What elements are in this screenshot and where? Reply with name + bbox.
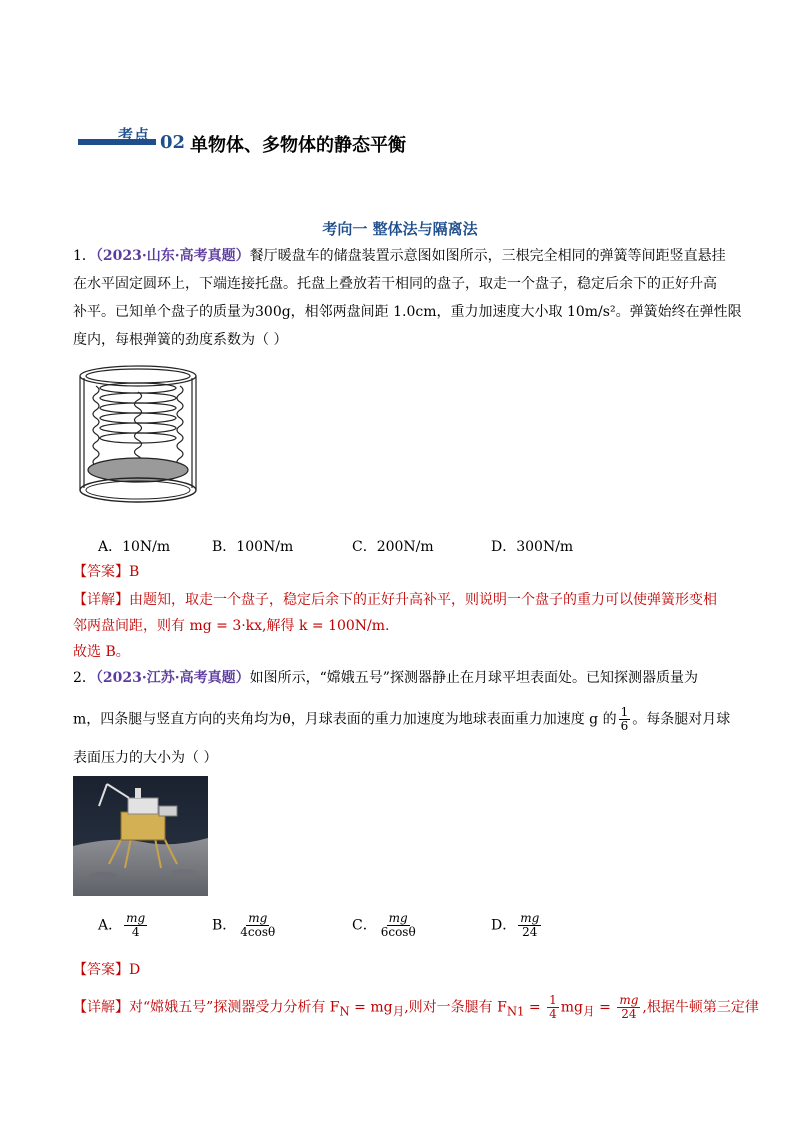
q2-option-a[interactable]: A． $\frac{mg}{4}$ — [98, 911, 146, 939]
q2-option-a-fraction: $\frac{mg}{4}$ — [126, 911, 146, 939]
header-tag: 考点 — [118, 126, 151, 144]
q2-detail-fraction-mg24: $\frac{mg}{24}$ — [619, 993, 639, 1021]
q1-source: （2023·山东·高考真题） — [95, 248, 250, 264]
q1-answer: 【答案】B — [73, 564, 140, 580]
header-number: 02 — [160, 132, 186, 153]
q2-answer: 【答案】D — [73, 962, 141, 978]
q1-detail-line2: 邻两盘间距，则有 mg = 3·kx,解得 k = 100N/m. — [73, 618, 390, 634]
q1-line2: 在水平固定圆环上，下端连接托盘。托盘上叠放若干相同的盘子，取走一个盘子，稳定后余下的正好升高 — [73, 276, 717, 292]
q2-detail-fraction-quarter: $\frac{1}{4}$ — [549, 993, 557, 1021]
q1-option-d[interactable]: D．300N/m — [491, 539, 574, 555]
q2-option-d[interactable]: D． $\frac{mg}{24}$ — [491, 911, 540, 939]
lunar-lander-photo — [73, 776, 208, 896]
q2-source: （2023·江苏·高考真题） — [95, 670, 250, 686]
q1-line4: 度内，每根弹簧的劲度系数为（ ） — [73, 332, 288, 348]
q1-detail-line1 — [73, 590, 723, 610]
q1-option-c[interactable]: C．200N/m — [352, 539, 434, 555]
q2-option-b-fraction: $\frac{mg}{4\cos\theta}$ — [240, 911, 276, 939]
page-title: 单物体、多物体的静态平衡 — [190, 135, 406, 156]
q2-line3: 表面压力的大小为（ ） — [73, 750, 218, 766]
q2-option-b[interactable]: B． $\frac{mg}{4\cos\theta}$ — [212, 911, 276, 939]
q2-text2a: m，四条腿与竖直方向的夹角均为θ，月球表面的重力加速度为地球表面重力加速度 g 的 — [73, 711, 617, 728]
q2-option-c[interactable]: C． $\frac{mg}{6\cos\theta}$ — [352, 911, 416, 939]
q1-number: 1． — [73, 248, 96, 264]
section-title: 考向一 整体法与隔离法 — [322, 220, 478, 238]
q1-conclusion: 故选 B。 — [73, 644, 130, 660]
q1-line3: 补平。已知单个盘子的质量为300g，相邻两盘间距 1.0cm，重力加速度大小取 10m/s²。弹簧始终在弹性限 — [73, 304, 742, 320]
q1-text1: 餐厅暖盘车的储盘装置示意图如图所示，三根完全相同的弹簧等间距竖直悬挂 — [249, 248, 726, 264]
q1-option-a[interactable]: A．10N/m — [98, 539, 171, 555]
q2-text1: 如图所示，“嫦娥五号”探测器静止在月球平坦表面处。已知探测器质量为 — [249, 670, 698, 686]
q1-line1 — [73, 246, 726, 266]
q2-fraction-one-sixth: $\frac{1}{6}$ — [620, 705, 629, 733]
q1-detail-label: 【详解】 — [73, 592, 129, 608]
q2-line2 — [73, 705, 731, 733]
spring-dish-warmer-figure — [74, 362, 202, 514]
q2-option-c-fraction: $\frac{mg}{6\cos\theta}$ — [380, 911, 416, 939]
q2-detail-line: 【详解】对“嫦娥五号”探测器受力分析有 $F_N = mg_月$,则对一条腿有 $F_{N1}$ = $\frac{1}{4}$ $mg_月$ = $\frac{mg}{24}$ ,根据牛顿第三定律 — [73, 993, 759, 1021]
q1-detail-text: 由题知，取走一个盘子，稳定后余下的正好升高补平，则说明一个盘子的重力可以使弹簧形变相 — [129, 592, 717, 608]
q2-text2b: 。每条腿对月球 — [632, 711, 731, 728]
q2-option-d-fraction: $\frac{mg}{24}$ — [520, 911, 540, 939]
q2-line1 — [73, 668, 723, 688]
q2-number: 2． — [73, 670, 96, 686]
q1-option-b[interactable]: B．100N/m — [212, 539, 294, 555]
q2-detail-label: 【详解】 — [73, 999, 129, 1016]
